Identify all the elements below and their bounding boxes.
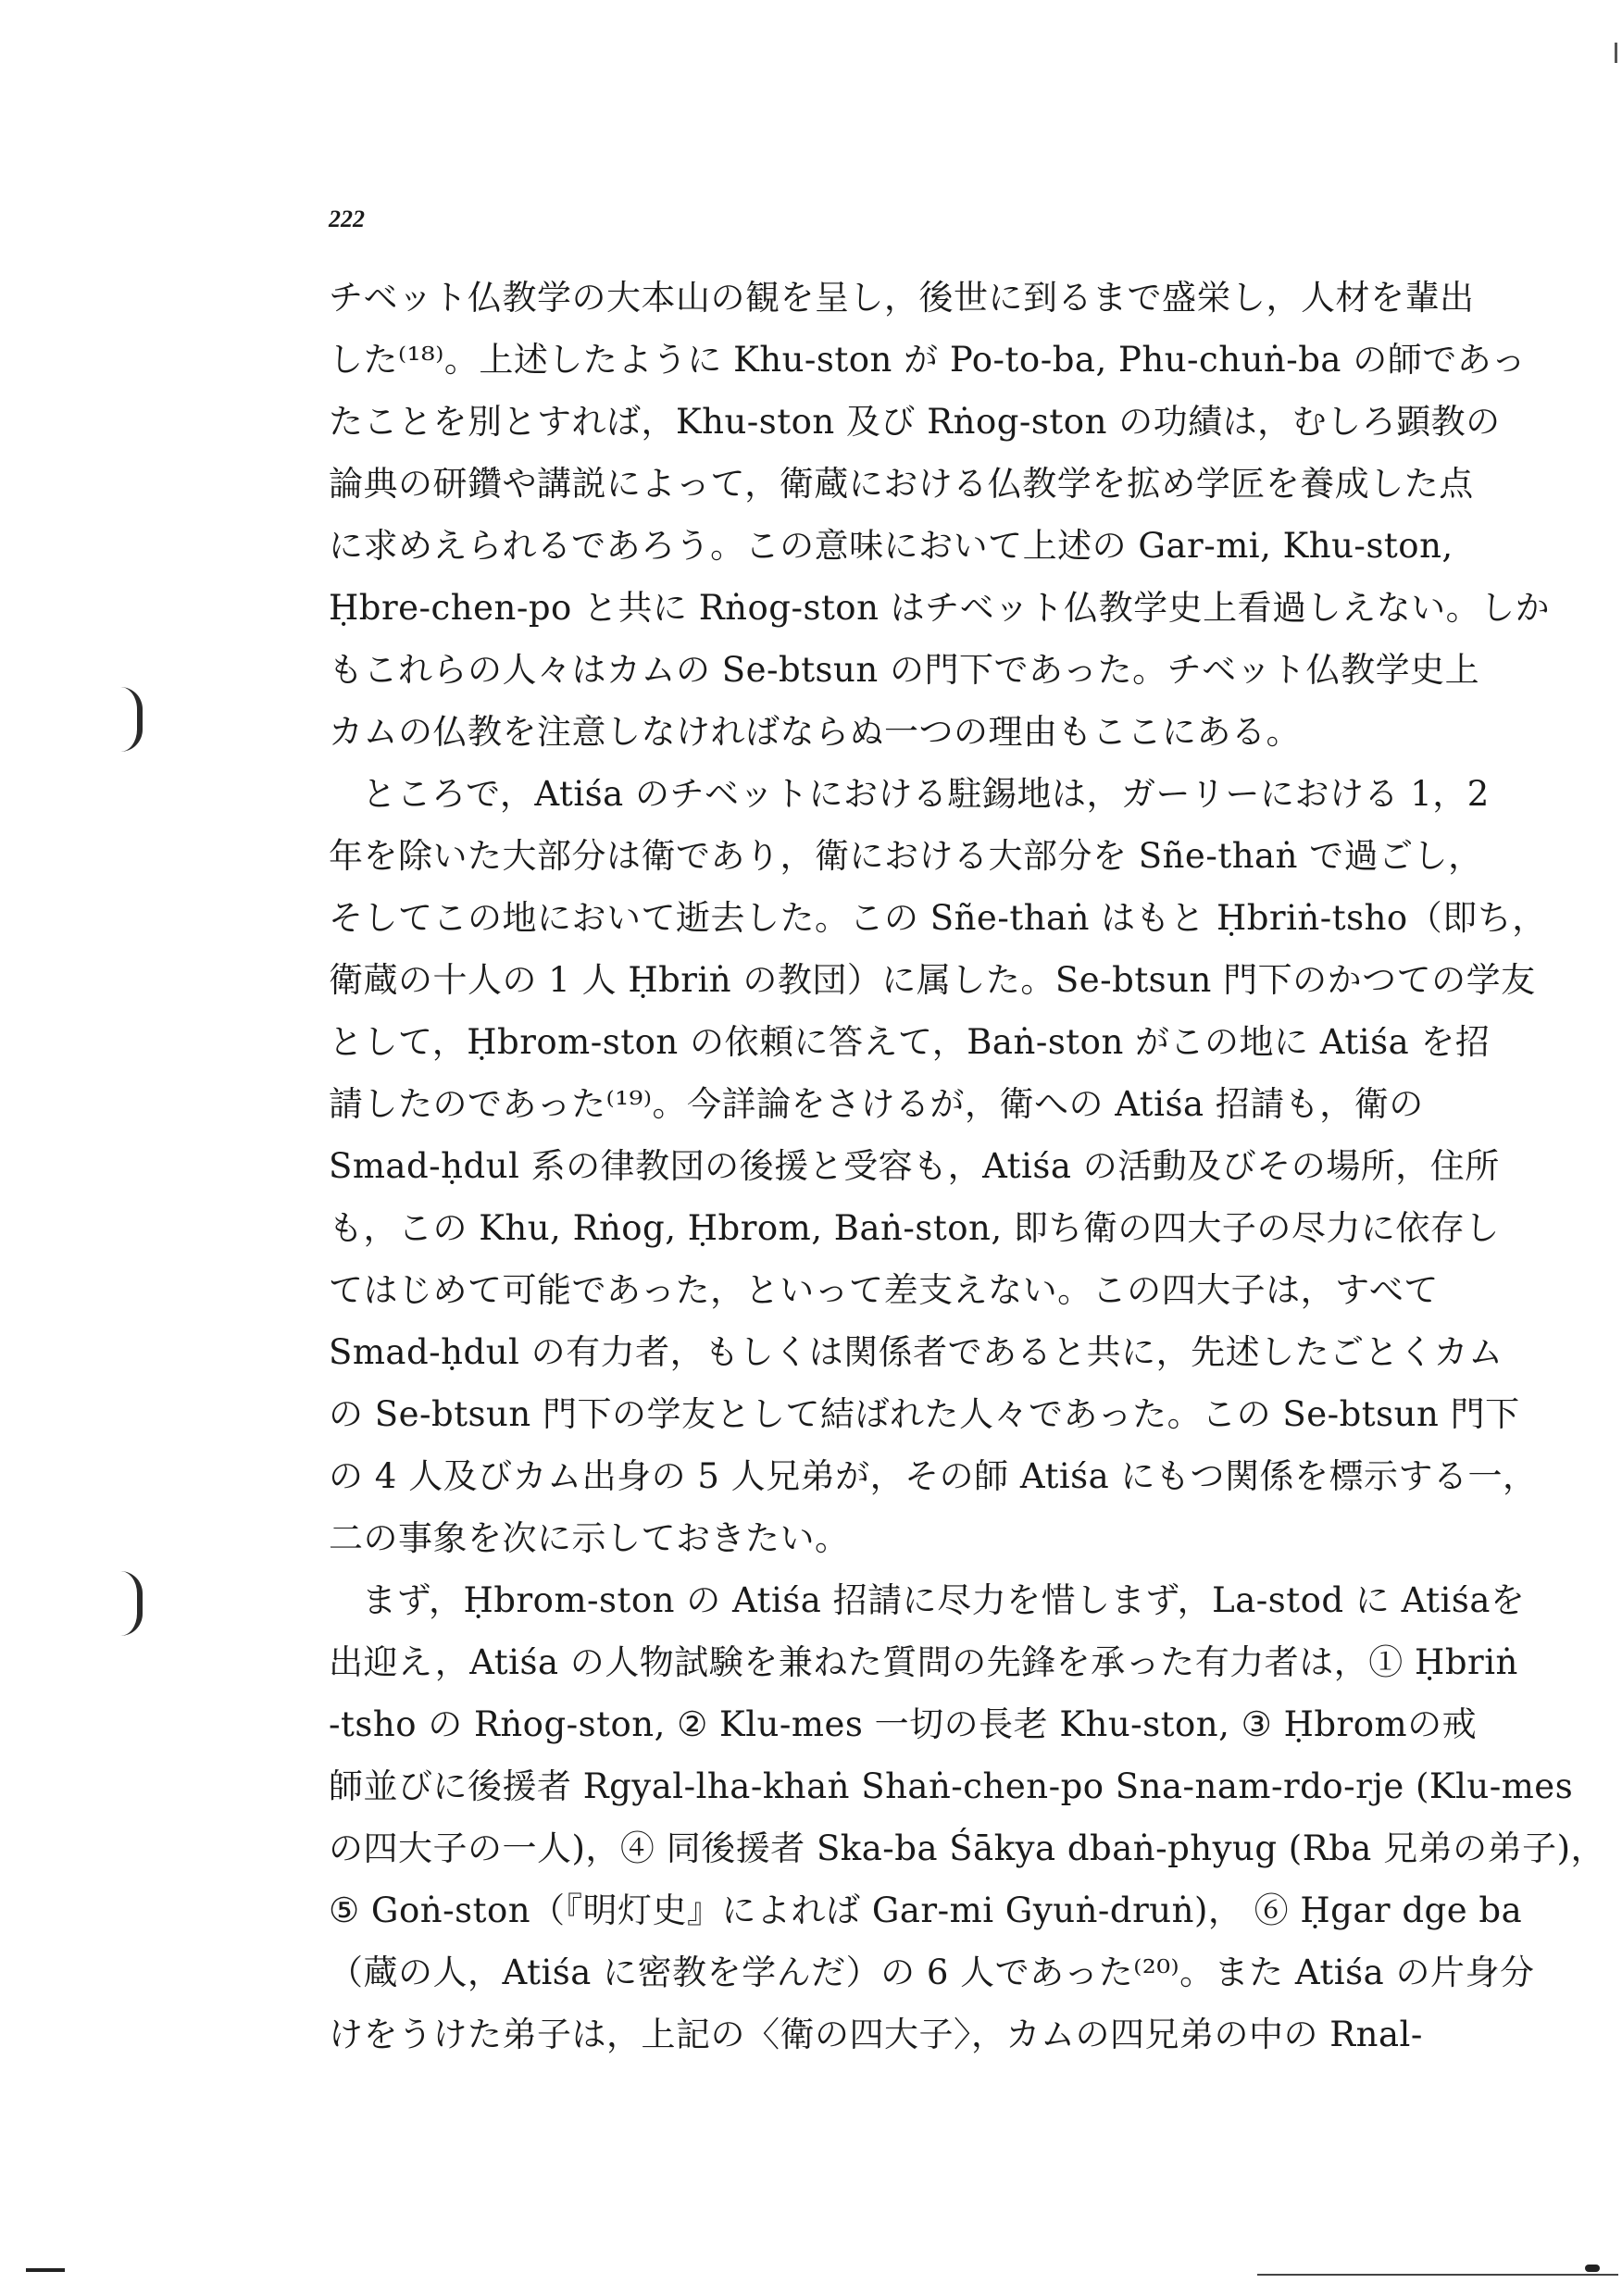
text-line: 衛蔵の十人の 1 人 Ḥbriṅ の教団）に属した。Se-btsun 門下のかつての学友 <box>329 960 1536 1000</box>
text-line: ⑤ Goṅ-ston（『明灯史』によれば Gar-mi Gyuṅ-druṅ)， ⑥ Ḥgar dge ba <box>329 1890 1523 1930</box>
text-line: （蔵の人，Atiśa に密教を学んだ）の 6 人であった⁽²⁰⁾。また Atiśa の片身分 <box>329 1953 1535 1992</box>
text-line: けをうけた弟子は，上記の〈衛の四大子〉，カムの四兄弟の中の Rnal- <box>329 2015 1423 2054</box>
text-line: 年を除いた大部分は衛であり，衛における大部分を Sñe-thaṅ で過ごし， <box>329 836 1483 876</box>
text-line: Smad-ḥdul の有力者，もしくは関係者であると共に，先述したごとくカム <box>329 1332 1503 1372</box>
text-line: 二の事象を次に示しておきたい。 <box>329 1518 850 1558</box>
text-line: の 4 人及びカム出身の 5 人兄弟が，その師 Atiśa にもつ関係を標示する一， <box>329 1456 1538 1496</box>
text-line: 請したのであった⁽¹⁹⁾。今詳論をさけるが，衛への Atiśa 招請も，衛の <box>329 1084 1424 1124</box>
text-line: カムの仏教を注意しなければならぬ一つの理由もここにある。 <box>329 712 1301 752</box>
text-line: の四大子の一人)，④ 同後援者 Ska-ba Śākya dbaṅ-phyug (Rba 兄弟の弟子)， <box>329 1828 1606 1868</box>
scan-ink-mark <box>1585 2265 1600 2272</box>
text-line: チベット仏教学の大本山の観を呈し，後世に到るまで盛栄し，人材を輩出 <box>329 278 1475 318</box>
scan-edge-mark <box>1615 43 1617 63</box>
body-text <box>329 267 1606 2065</box>
page-number: 222 <box>329 206 365 232</box>
text-line: に求めえられるであろう。この意味において上述の Gar-mi, Khu-ston, <box>329 526 1454 566</box>
text-line: 出迎え，Atiśa の人物試験を兼ねた質問の先鋒を承った有力者は，① Ḥbriṅ <box>329 1642 1518 1682</box>
binding-mark <box>120 687 143 752</box>
text-line: もこれらの人々はカムの Se-btsun の門下であった。チベット仏教学史上 <box>329 650 1480 690</box>
text-line: たことを別とすれば，Khu-ston 及び Rṅog-ston の功績は，むしろ顕教の <box>329 402 1501 442</box>
binding-mark <box>120 1571 143 1636</box>
text-line: ところで，Atiśa のチベットにおける駐錫地は，ガーリーにおける 1，2 <box>362 774 1490 814</box>
text-line: も，この Khu, Rṅog, Ḥbrom, Baṅ-ston, 即ち衛の四大子の尽力に依存し <box>329 1208 1500 1248</box>
text-line: 論典の研鑽や講説によって，衛蔵における仏教学を拡め学匠を養成した点 <box>329 464 1474 504</box>
text-line: 師並びに後援者 Rgyal-lha-khaṅ Shaṅ-chen-po Sna-nam-rdo-rje (Klu-mes <box>329 1766 1574 1806</box>
text-line: として，Ḥbrom-ston の依頼に答えて，Baṅ-ston がこの地に Atiśa を招 <box>329 1022 1491 1062</box>
text-line: Smad-ḥdul 系の律教団の後援と受容も，Atiśa の活動及びその場所，住所 <box>329 1146 1500 1186</box>
text-line: まず，Ḥbrom-ston の Atiśa 招請に尽力を惜しまず，La-stod に Atiśaを <box>362 1580 1526 1620</box>
text-line: てはじめて可能であった，といって差支えない。この四大子は，すべて <box>329 1270 1439 1310</box>
text-line: の Se-btsun 門下の学友として結ばれた人々であった。この Se-btsun 門下 <box>329 1394 1520 1434</box>
scan-corner-mark <box>26 2268 65 2272</box>
text-line: そしてこの地において逝去した。この Sñe-thaṅ はもと Ḥbriṅ-tsho（即ち， <box>329 898 1547 938</box>
text-line: -tsho の Rṅog-ston, ② Klu-mes 一切の長老 Khu-ston, ③ Ḥbromの戒 <box>329 1704 1478 1744</box>
scan-baseline-mark <box>1257 2274 1618 2276</box>
text-line: Ḥbre-chen-po と共に Rṅog-ston はチベット仏教学史上看過しえない。しか <box>329 588 1551 628</box>
text-line: した⁽¹⁸⁾。上述したように Khu-ston が Po-to-ba, Phu-chuṅ-ba の師であっ <box>329 340 1527 380</box>
